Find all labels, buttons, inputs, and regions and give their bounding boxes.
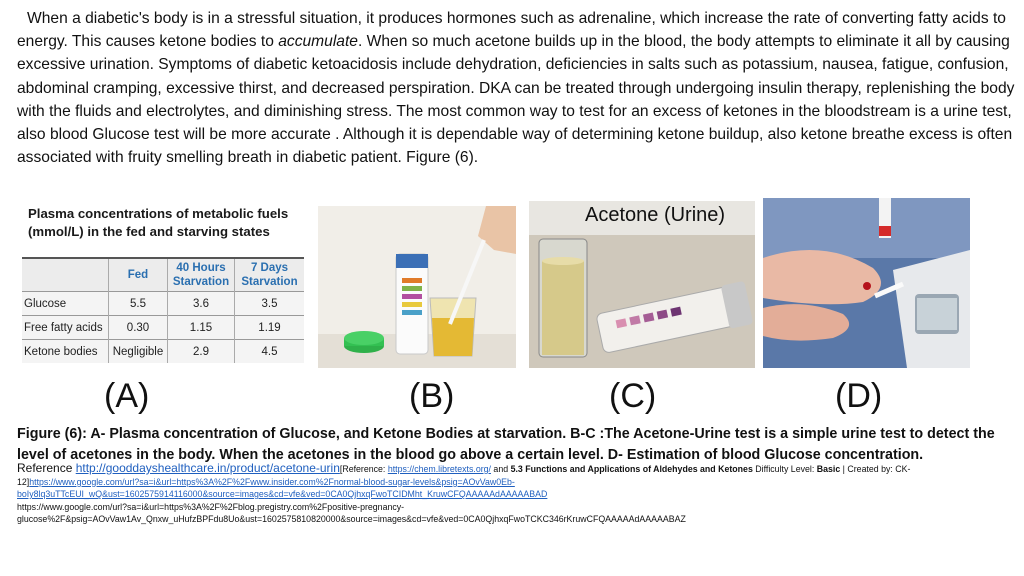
row-label: Free fatty acids	[22, 316, 109, 340]
reference-created: | Created by: CK-12]	[17, 464, 911, 487]
urine-test-illustration	[318, 206, 516, 368]
references	[17, 462, 1012, 526]
figure-letter-a: (A)	[104, 377, 150, 415]
reference-link-insider[interactable]: https://www.google.com/url?sa=i&url=https%3A%2F%2Fwww.insider.com%2Fnormal-blood-sugar-levels&psig=AOvVaw0Eb-boIy8lq3uTTcEUI_wQ&ust=1602575914116000&source=images&cd=vfe&ved=0CA0QjhxqFwoTCIDMht_KruwCFQAAAAAdAAAAABAD	[17, 476, 548, 499]
cell-40h: 3.6	[168, 292, 235, 316]
figure-c-acetone-urine-photo	[529, 201, 755, 368]
body-text-emphasis: accumulate	[278, 33, 358, 51]
body-text-part2: . When so much acetone builds up in the blood, the body attempts to eliminate it all by causing excessive urination. Symptoms of diabetic ketoacidosis include dehydration, deficiencies in salts such as potassium, nausea, fatigue, confusion, abdominal cramping, excessive thirst, and decreased perspiration. DKA can be treated through undergoing insulin therapy, replenishing the body with the fluids and electrolytes, and diminishing stress. The most common way to test for an excess of ketones in the bloodstream is a urine test, also blood Glucose test will be more accurate . Although it is dependable way of determining ketone buildup, also ketone breathe excess is often associated with fruity smelling breath in diabetic patient. Figure (6).	[17, 33, 1015, 167]
cell-fed: Negligible	[109, 340, 168, 364]
figure-d-glucose-meter-photo	[763, 198, 970, 368]
table-title	[28, 205, 288, 241]
reference-difficulty: Difficulty Level:	[752, 464, 817, 474]
reference-prefix: [Reference:	[339, 464, 388, 474]
cell-fed: 0.30	[109, 316, 168, 340]
reference-link-acetone-urine[interactable]: http://gooddayshealthcare.in/product/acetone-urin	[75, 461, 340, 475]
cell-40h: 1.15	[168, 316, 235, 340]
table-row	[22, 292, 304, 316]
reference-link-libretexts[interactable]: https://chem.libretexts.org/	[387, 464, 491, 474]
acetone-urine-label: Acetone (Urine)	[585, 204, 726, 226]
header-fed: Fed	[109, 258, 168, 292]
table-title-line1: Plasma concentrations of metabolic fuels	[28, 206, 289, 221]
header-7d: 7 Days Starvation	[235, 258, 305, 292]
header-empty	[22, 258, 109, 292]
figure-b-urine-test-photo	[318, 206, 516, 368]
row-label: Ketone bodies	[22, 340, 109, 364]
figure-letter-c: (C)	[609, 377, 657, 415]
header-40h: 40 Hours Starvation	[168, 258, 235, 292]
row-label: Glucose	[22, 292, 109, 316]
body-text-part1: When a diabetic's body is in a stressful situation, it produces hormones such as adrenaline, which increase the rate of converting fatty acids to energy. This causes ketone bodies to	[17, 10, 1006, 51]
cell-fed: 5.5	[109, 292, 168, 316]
cell-7d: 3.5	[235, 292, 305, 316]
cell-40h: 2.9	[168, 340, 235, 364]
figure-caption: Figure (6): A- Plasma concentration of Glucose, and Ketone Bodies at starvation. B-C :The Acetone-Urine test is a simple urine test to detect the level of acetones in the body. When the acetones in the blood go above a certain level. D- Estimation of blood Glucose concentration.	[17, 426, 995, 463]
figure-letter-d: (D)	[835, 377, 883, 415]
figure-letter-b: (B)	[409, 377, 455, 415]
table-row	[22, 340, 304, 364]
cell-7d: 1.19	[235, 316, 305, 340]
cell-7d: 4.5	[235, 340, 305, 364]
glucose-meter-illustration	[763, 198, 970, 368]
reference-bold-title: 5.3 Functions and Applications of Aldehydes and Ketones	[510, 464, 753, 474]
table-row	[22, 316, 304, 340]
reference-label: Reference	[17, 461, 76, 475]
reference-and: and	[490, 464, 511, 474]
figure-a-table-image	[22, 200, 304, 368]
metabolic-fuels-table	[22, 257, 304, 363]
table-header-row	[22, 258, 304, 292]
table-title-line2: (mmol/L) in the fed and starving states	[28, 224, 270, 239]
body-paragraph	[17, 7, 1017, 169]
reference-line-pregistry: https://www.google.com/url?sa=i&url=https%3A%2F%2Fblog.pregistry.com%2Fpositive-pregnancy-glucose%2F&psig=AOvVaw1Av_Qnxw_uHufzBPFdu8Uo&ust=1602575810820000&source=images&cd=vfe&ved=0CA0QjhxqFwoTCKC346rKruwCFQAAAAAdAAAAABAZ	[17, 501, 686, 524]
reference-basic: Basic	[816, 464, 841, 474]
